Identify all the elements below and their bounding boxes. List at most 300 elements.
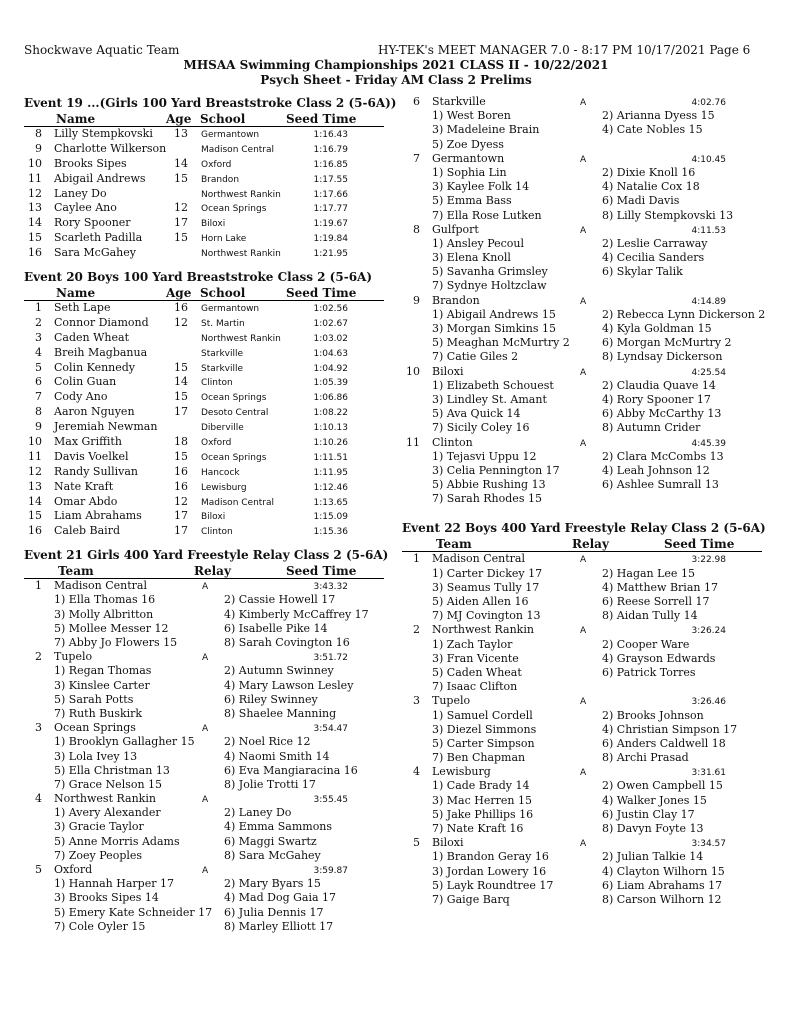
relay-swimmer-row	[24, 679, 384, 693]
seed-time: 4:11.53	[691, 225, 726, 236]
relay-swimmer: 7) Zoey Peoples	[54, 848, 143, 862]
age: 16	[174, 479, 188, 493]
school: Starkville	[201, 348, 244, 359]
swimmer-name: Connor Diamond	[54, 315, 149, 329]
seed-time: 3:59.87	[313, 866, 348, 877]
relay-swimmer: 5) Jake Phillips 16	[432, 807, 534, 821]
relay-letter: A	[580, 839, 587, 850]
relay-swimmer: 5) Emma Bass	[432, 194, 512, 208]
school: Ocean Springs	[201, 452, 267, 463]
relay-letter: A	[580, 555, 587, 566]
swimmer-name: Liam Abrahams	[54, 509, 142, 523]
place: 8	[35, 405, 42, 419]
relay-swimmer: 7) Ben Chapman	[432, 751, 526, 765]
relay-swimmer-row	[402, 492, 762, 506]
relay-swimmer: 2) Laney Do	[224, 806, 292, 820]
spacer	[24, 539, 384, 547]
swimmer-name: Cody Ano	[54, 390, 108, 404]
seed-time: 3:22.98	[691, 555, 726, 566]
relay-swimmer: 4) Clayton Wilhorn 15	[602, 864, 725, 878]
col-relay: Relay	[194, 564, 231, 579]
seed-time: 4:14.89	[691, 296, 726, 307]
relay-swimmer-row	[402, 209, 762, 223]
result-row	[24, 346, 384, 361]
place: 16	[28, 246, 42, 260]
school: Diberville	[201, 423, 244, 434]
relay-swimmer: 1) Zach Taylor	[432, 637, 513, 651]
place: 9	[413, 293, 420, 307]
swimmer-name: Randy Sullivan	[54, 464, 138, 478]
result-row	[24, 495, 384, 510]
seed-time: 1:17.55	[313, 174, 348, 185]
column-header	[24, 112, 384, 127]
relay-swimmer: 2) Leslie Carraway	[602, 236, 708, 250]
place: 8	[413, 222, 420, 236]
relay-swimmer: 4) Christian Simpson 17	[602, 722, 738, 736]
relay-swimmer: 5) Caden Wheat	[432, 665, 522, 679]
school: Horn Lake	[201, 234, 247, 245]
relay-swimmer: 2) Hagan Lee 15	[602, 566, 695, 580]
column-header	[24, 564, 384, 579]
col-seed: Seed Time	[286, 564, 357, 579]
relay-swimmer: 7) Grace Nelson 15	[54, 777, 163, 791]
school: Northwest Rankin	[201, 333, 281, 344]
relay-swimmer-row	[402, 794, 762, 808]
relay-swimmer: 7) Abby Jo Flowers 15	[54, 636, 178, 650]
col-team: Team	[436, 537, 472, 552]
place: 2	[413, 623, 420, 637]
result-row	[24, 172, 384, 187]
team-name: Madison Central	[432, 552, 525, 566]
relay-swimmer: 2) Owen Campbell 15	[602, 779, 723, 793]
seed-time: 3:34.57	[691, 839, 726, 850]
place: 10	[406, 364, 420, 378]
relay-swimmer-row	[24, 920, 384, 934]
place: 10	[28, 435, 42, 449]
relay-swimmer: 6) Madi Davis	[602, 194, 680, 208]
result-row	[24, 187, 384, 202]
relay-swimmer: 8) Shaelee Manning	[224, 706, 337, 720]
age: 17	[174, 524, 188, 538]
relay-swimmer: 4) Mary Lawson Lesley	[224, 678, 354, 692]
relay-swimmer-row	[24, 835, 384, 849]
place: 15	[28, 509, 42, 523]
team-name: Madison Central	[54, 579, 147, 593]
relay-swimmer-row	[402, 307, 766, 322]
result-row	[24, 231, 384, 246]
seed-time: 1:11.51	[313, 452, 348, 463]
school: Madison Central	[201, 497, 275, 508]
relay-swimmer: 5) Ava Quick 14	[432, 407, 521, 421]
team-name: Brandon	[432, 293, 480, 307]
result-row	[24, 216, 384, 231]
relay-team-row	[24, 721, 384, 735]
relay-swimmer: 8) Sarah Covington 16	[224, 636, 350, 650]
relay-letter: A	[202, 582, 209, 593]
relay-swimmer-row	[402, 893, 762, 907]
relay-swimmer: 1) Ansley Pecoul	[432, 236, 525, 250]
age: 15	[174, 390, 188, 404]
relay-swimmer: 3) Gracie Taylor	[54, 820, 144, 834]
swimmer-name: Seth Lape	[54, 301, 111, 315]
result-row	[24, 509, 384, 524]
swimmer-name: Sara McGahey	[54, 246, 136, 260]
relay-team-row	[402, 694, 762, 708]
seed-time: 1:08.22	[313, 408, 348, 419]
relay-swimmer: 2) Clara McCombs 13	[602, 449, 724, 463]
team-name: Clinton	[432, 435, 473, 449]
relay-swimmer-row	[402, 237, 762, 251]
relay-swimmer: 5) Mollee Messer 12	[54, 621, 169, 635]
relay-swimmer-row	[402, 638, 762, 652]
relay-swimmer: 4) Cate Nobles 15	[602, 123, 703, 137]
seed-time: 1:03.02	[313, 333, 348, 344]
seed-time: 1:02.67	[313, 318, 348, 329]
result-row	[24, 405, 384, 420]
relay-team-row	[402, 765, 762, 779]
swimmer-name: Caylee Ano	[54, 201, 117, 215]
school: Germantown	[201, 304, 260, 315]
relay-swimmer-row	[402, 322, 762, 336]
relay-team-row	[402, 623, 762, 637]
relay-swimmer: 3) Celia Pennington 17	[432, 463, 560, 477]
relay-swimmer-row	[402, 265, 762, 279]
relay-swimmer: 3) Morgan Simkins 15	[432, 322, 557, 335]
relay-swimmer-row	[402, 123, 762, 137]
relay-team-row	[24, 579, 384, 593]
swimmer-name: Max Griffith	[54, 435, 122, 449]
relay-swimmer-row	[402, 666, 762, 680]
seed-time: 1:15.36	[313, 527, 348, 538]
place: 11	[406, 435, 420, 449]
place: 14	[28, 494, 42, 508]
relay-team-row	[402, 152, 762, 166]
age: 17	[174, 216, 188, 230]
relay-swimmer: 7) Sydnye Holtzclaw	[432, 279, 547, 293]
relay-swimmer: 6) Morgan McMurtry 2	[602, 336, 732, 350]
relay-swimmer-row	[24, 664, 384, 678]
age: 12	[174, 494, 188, 508]
age: 16	[174, 464, 188, 478]
relay-letter: A	[580, 154, 587, 165]
swimmer-name: Jeremiah Newman	[54, 420, 158, 434]
swimmer-name: Rory Spooner	[54, 216, 131, 230]
school: St. Martin	[201, 318, 245, 329]
swimmer-name: Caden Wheat	[54, 330, 129, 344]
relay-swimmer-row	[402, 379, 762, 393]
swimmer-name: Lilly Stempkovski	[54, 127, 153, 140]
place: 1	[35, 579, 42, 593]
result-row	[24, 201, 384, 216]
relay-swimmer-row	[402, 478, 762, 492]
relay-swimmer: 5) Savanha Grimsley	[432, 265, 548, 279]
relay-swimmer: 1) Regan Thomas	[54, 664, 152, 678]
relay-swimmer: 8) Autumn Crider	[602, 421, 701, 435]
event-title: Event 19 ...(Girls 100 Yard Breaststroke Class 2 (5-6A))	[24, 96, 397, 110]
team-name: Tupelo	[432, 694, 471, 708]
place: 3	[413, 694, 420, 708]
team-name: Biloxi	[432, 364, 464, 378]
school: Clinton	[201, 378, 233, 389]
relay-swimmer: 8) Marley Elliott 17	[224, 919, 334, 933]
relay-swimmer: 8) Aidan Tully 14	[602, 609, 698, 623]
relay-swimmer: 1) Samuel Cordell	[432, 708, 533, 722]
relay-swimmer: 6) Patrick Torres	[602, 665, 696, 679]
swimmer-name: Charlotte Wilkerson	[54, 141, 167, 155]
relay-swimmer-row	[402, 865, 762, 879]
seed-time: 3:43.32	[313, 582, 348, 593]
relay-swimmer: 4) Kyla Goldman 15	[602, 322, 712, 335]
place: 3	[35, 721, 42, 735]
relay-swimmer: 2) Cooper Ware	[602, 637, 690, 651]
col-name: Name	[56, 286, 96, 301]
relay-swimmer: 5) Carter Simpson	[432, 736, 535, 750]
relay-swimmer-row	[402, 166, 762, 180]
team-name: Oxford	[54, 863, 93, 877]
place: 12	[28, 464, 42, 478]
team-name: Northwest Rankin	[54, 792, 156, 806]
relay-swimmer-row	[402, 279, 762, 293]
result-row	[24, 142, 384, 157]
age: 16	[174, 301, 188, 315]
team-name: Starkville	[432, 95, 486, 108]
relay-swimmer-row	[24, 778, 384, 792]
relay-team-row	[24, 650, 384, 664]
col-age: Age	[166, 286, 192, 301]
relay-swimmer: 3) Jordan Lowery 16	[432, 864, 547, 878]
relay-swimmer: 4) Natalie Cox 18	[602, 180, 700, 194]
age: 15	[174, 449, 188, 463]
age: 18	[174, 435, 188, 449]
place: 16	[28, 524, 42, 538]
relay-letter: A	[580, 626, 587, 637]
relay-swimmer: 7) Sicily Coley 16	[432, 421, 530, 435]
place: 7	[35, 390, 42, 404]
seed-time: 1:17.66	[313, 189, 348, 200]
relay-swimmer: 1) Ella Thomas 16	[54, 593, 156, 607]
place: 6	[35, 375, 42, 389]
relay-swimmer-row	[402, 751, 762, 765]
seed-time: 1:19.67	[313, 219, 348, 230]
place: 5	[35, 360, 42, 374]
relay-swimmer: 6) Abby McCarthy 13	[602, 407, 722, 421]
team-name: Gulfport	[432, 222, 479, 236]
seed-time: 1:16.85	[313, 159, 348, 170]
relay-swimmer: 4) Matthew Brian 17	[602, 580, 718, 594]
relay-swimmer: 6) Justin Clay 17	[602, 807, 695, 821]
place: 1	[413, 552, 420, 566]
relay-swimmer: 6) Julia Dennis 17	[224, 905, 324, 919]
relay-team-row	[402, 365, 762, 379]
relay-letter: A	[580, 296, 587, 307]
relay-swimmer: 2) Claudia Quave 14	[602, 378, 716, 392]
school: Ocean Springs	[201, 204, 267, 215]
place: 10	[28, 156, 42, 170]
relay-swimmer: 5) Sarah Potts	[54, 692, 134, 706]
result-row	[24, 465, 384, 480]
relay-swimmer-row	[402, 652, 762, 666]
relay-swimmer: 5) Zoe Dyess	[432, 137, 504, 151]
relay-letter: A	[202, 653, 209, 664]
relay-swimmer: 3) Lindley St. Amant	[432, 392, 547, 406]
relay-swimmer-row	[402, 680, 762, 694]
relay-swimmer: 8) Lilly Stempkovski 13	[602, 208, 734, 222]
relay-swimmer-row	[402, 464, 762, 478]
relay-swimmer: 2) Julian Talkie 14	[602, 850, 704, 864]
relay-swimmer: 4) Cecilia Sanders	[602, 251, 705, 265]
relay-team-row	[402, 294, 762, 308]
school: Germantown	[201, 130, 260, 140]
relay-swimmer: 1) Brandon Geray 16	[432, 850, 549, 864]
swimmer-name: Colin Guan	[54, 375, 117, 389]
col-school: School	[200, 112, 246, 126]
relay-swimmer: 3) Diezel Simmons	[432, 722, 537, 736]
relay-swimmer: 2) Mary Byars 15	[224, 877, 321, 891]
meet-title: MHSAA Swimming Championships 2021 CLASS II - 10/22/2021	[183, 58, 609, 72]
relay-swimmer-row	[402, 251, 762, 265]
relay-swimmer-row	[24, 906, 384, 920]
seed-time: 1:16.43	[313, 130, 348, 140]
relay-swimmer-row	[402, 723, 762, 737]
seed-time: 1:13.65	[313, 497, 348, 508]
relay-swimmer: 7) MJ Covington 13	[432, 609, 541, 623]
team-name: Northwest Rankin	[432, 623, 534, 637]
relay-swimmer: 3) Molly Albritton	[54, 607, 154, 621]
relay-swimmer-row	[402, 581, 762, 595]
relay-swimmer-row	[24, 877, 384, 891]
place: 1	[35, 301, 42, 315]
result-row	[24, 435, 384, 450]
relay-team-row	[402, 436, 762, 450]
relay-swimmer: 8) Davyn Foyte 13	[602, 822, 704, 835]
relay-swimmer-row	[402, 109, 762, 123]
relay-swimmer: 7) Sarah Rhodes 15	[432, 492, 542, 506]
team-name: Tupelo	[54, 650, 93, 664]
relay-swimmer: 7) Catie Giles 2	[432, 350, 519, 364]
school: Clinton	[201, 527, 233, 538]
age: 15	[174, 231, 188, 245]
relay-swimmer-row	[24, 608, 384, 622]
column-header	[24, 286, 384, 301]
age: 14	[174, 156, 188, 170]
place: 6	[413, 95, 420, 108]
school: Biloxi	[201, 219, 226, 230]
relay-swimmer: 4) Grayson Edwards	[602, 651, 716, 665]
result-row	[24, 480, 384, 495]
seed-time: 1:15.09	[313, 512, 348, 523]
result-row	[24, 450, 384, 465]
relay-swimmer: 8) Carson Wilhorn 12	[602, 892, 722, 906]
seed-time: 4:25.54	[691, 367, 726, 378]
relay-swimmer-row	[402, 879, 762, 893]
relay-swimmer: 3) Seamus Tully 17	[432, 580, 540, 594]
relay-swimmer: 5) Aiden Allen 16	[432, 595, 529, 608]
relay-swimmer: 1) West Boren	[432, 109, 511, 123]
seed-time: 1:02.56	[313, 304, 348, 315]
meet-manager-line: HY-TEK's MEET MANAGER 7.0 - 8:17 PM 10/17/2021 Page 6	[378, 43, 751, 57]
swimmer-name: Brooks Sipes	[54, 156, 127, 170]
relay-swimmer: 3) Lola Ivey 13	[54, 749, 138, 763]
relay-swimmer: 4) Kimberly McCaffrey 17	[224, 607, 369, 621]
relay-team-row	[402, 95, 762, 109]
relay-letter: A	[580, 98, 587, 108]
relay-swimmer: 5) Abbie Rushing 13	[432, 478, 546, 492]
result-row	[24, 157, 384, 172]
relay-swimmer: 1) Hannah Harper 17	[54, 877, 174, 891]
seed-time: 1:06.86	[313, 393, 348, 404]
relay-letter: A	[580, 367, 587, 378]
school: Starkville	[201, 363, 244, 374]
relay-swimmer: 7) Isaac Clifton	[432, 680, 518, 694]
relay-swimmer: 2) Autumn Swinney	[224, 664, 334, 678]
left-column	[24, 95, 397, 934]
age: 14	[174, 375, 188, 389]
relay-swimmer: 3) Madeleine Brain	[432, 123, 540, 137]
team-name: Lewisburg	[432, 765, 491, 779]
relay-swimmer: 2) Dixie Knoll 16	[602, 165, 696, 179]
col-age: Age	[166, 112, 192, 126]
result-row	[24, 375, 384, 390]
relay-team-row	[24, 863, 384, 877]
relay-swimmer-row	[402, 779, 762, 793]
team-name: Germantown	[432, 151, 505, 165]
place: 11	[28, 171, 42, 185]
relay-swimmer: 7) Nate Kraft 16	[432, 822, 524, 835]
place: 9	[35, 141, 42, 155]
team-name: Biloxi	[432, 836, 464, 850]
relay-swimmer: 6) Liam Abrahams 17	[602, 878, 723, 892]
seed-time: 1:10.26	[313, 438, 348, 449]
place: 2	[35, 315, 42, 329]
place: 14	[28, 216, 42, 230]
relay-swimmer: 3) Elena Knoll	[432, 251, 511, 265]
relay-swimmer-row	[24, 806, 384, 820]
swimmer-name: Colin Kennedy	[54, 360, 136, 374]
swimmer-name: Scarleth Padilla	[54, 231, 143, 245]
place: 4	[413, 765, 420, 779]
swimmer-name: Abigail Andrews	[54, 171, 146, 185]
place: 8	[35, 127, 42, 140]
seed-time: 3:26.46	[691, 697, 726, 708]
seed-time: 4:02.76	[691, 98, 726, 108]
relay-swimmer: 1) Abigail Andrews 15	[432, 307, 556, 321]
seed-time: 4:45.39	[691, 438, 726, 449]
relay-swimmer: 1) Avery Alexander	[54, 806, 161, 820]
result-row	[24, 316, 384, 331]
relay-swimmer-row	[402, 822, 762, 836]
result-row	[24, 301, 384, 316]
relay-swimmer: 7) Ruth Buskirk	[54, 706, 143, 720]
result-row	[24, 246, 384, 261]
relay-swimmer: 4) Leah Johnson 12	[602, 463, 710, 477]
relay-team-row	[402, 552, 762, 566]
relay-swimmer-row	[402, 808, 762, 822]
seed-time: 1:21.95	[313, 249, 348, 260]
relay-swimmer: 4) Mad Dog Gaia 17	[224, 891, 337, 905]
school: Hancock	[201, 467, 240, 478]
event-title: Event 22 Boys 400 Yard Freestyle Relay Class 2 (5-6A)	[402, 521, 766, 536]
relay-swimmer: 2) Noel Rice 12	[224, 735, 311, 749]
relay-swimmer: 3) Kaylee Folk 14	[432, 180, 530, 194]
relay-swimmer-row	[24, 735, 384, 749]
sheet-title: Psych Sheet - Friday AM Class 2 Prelims	[260, 73, 532, 87]
seed-time: 3:54.47	[313, 724, 348, 735]
age: 15	[174, 360, 188, 374]
place: 7	[413, 151, 420, 165]
relay-swimmer-row	[402, 850, 762, 864]
relay-swimmer: 6) Reese Sorrell 17	[602, 595, 710, 608]
relay-swimmer: 2) Arianna Dyess 15	[602, 109, 715, 123]
